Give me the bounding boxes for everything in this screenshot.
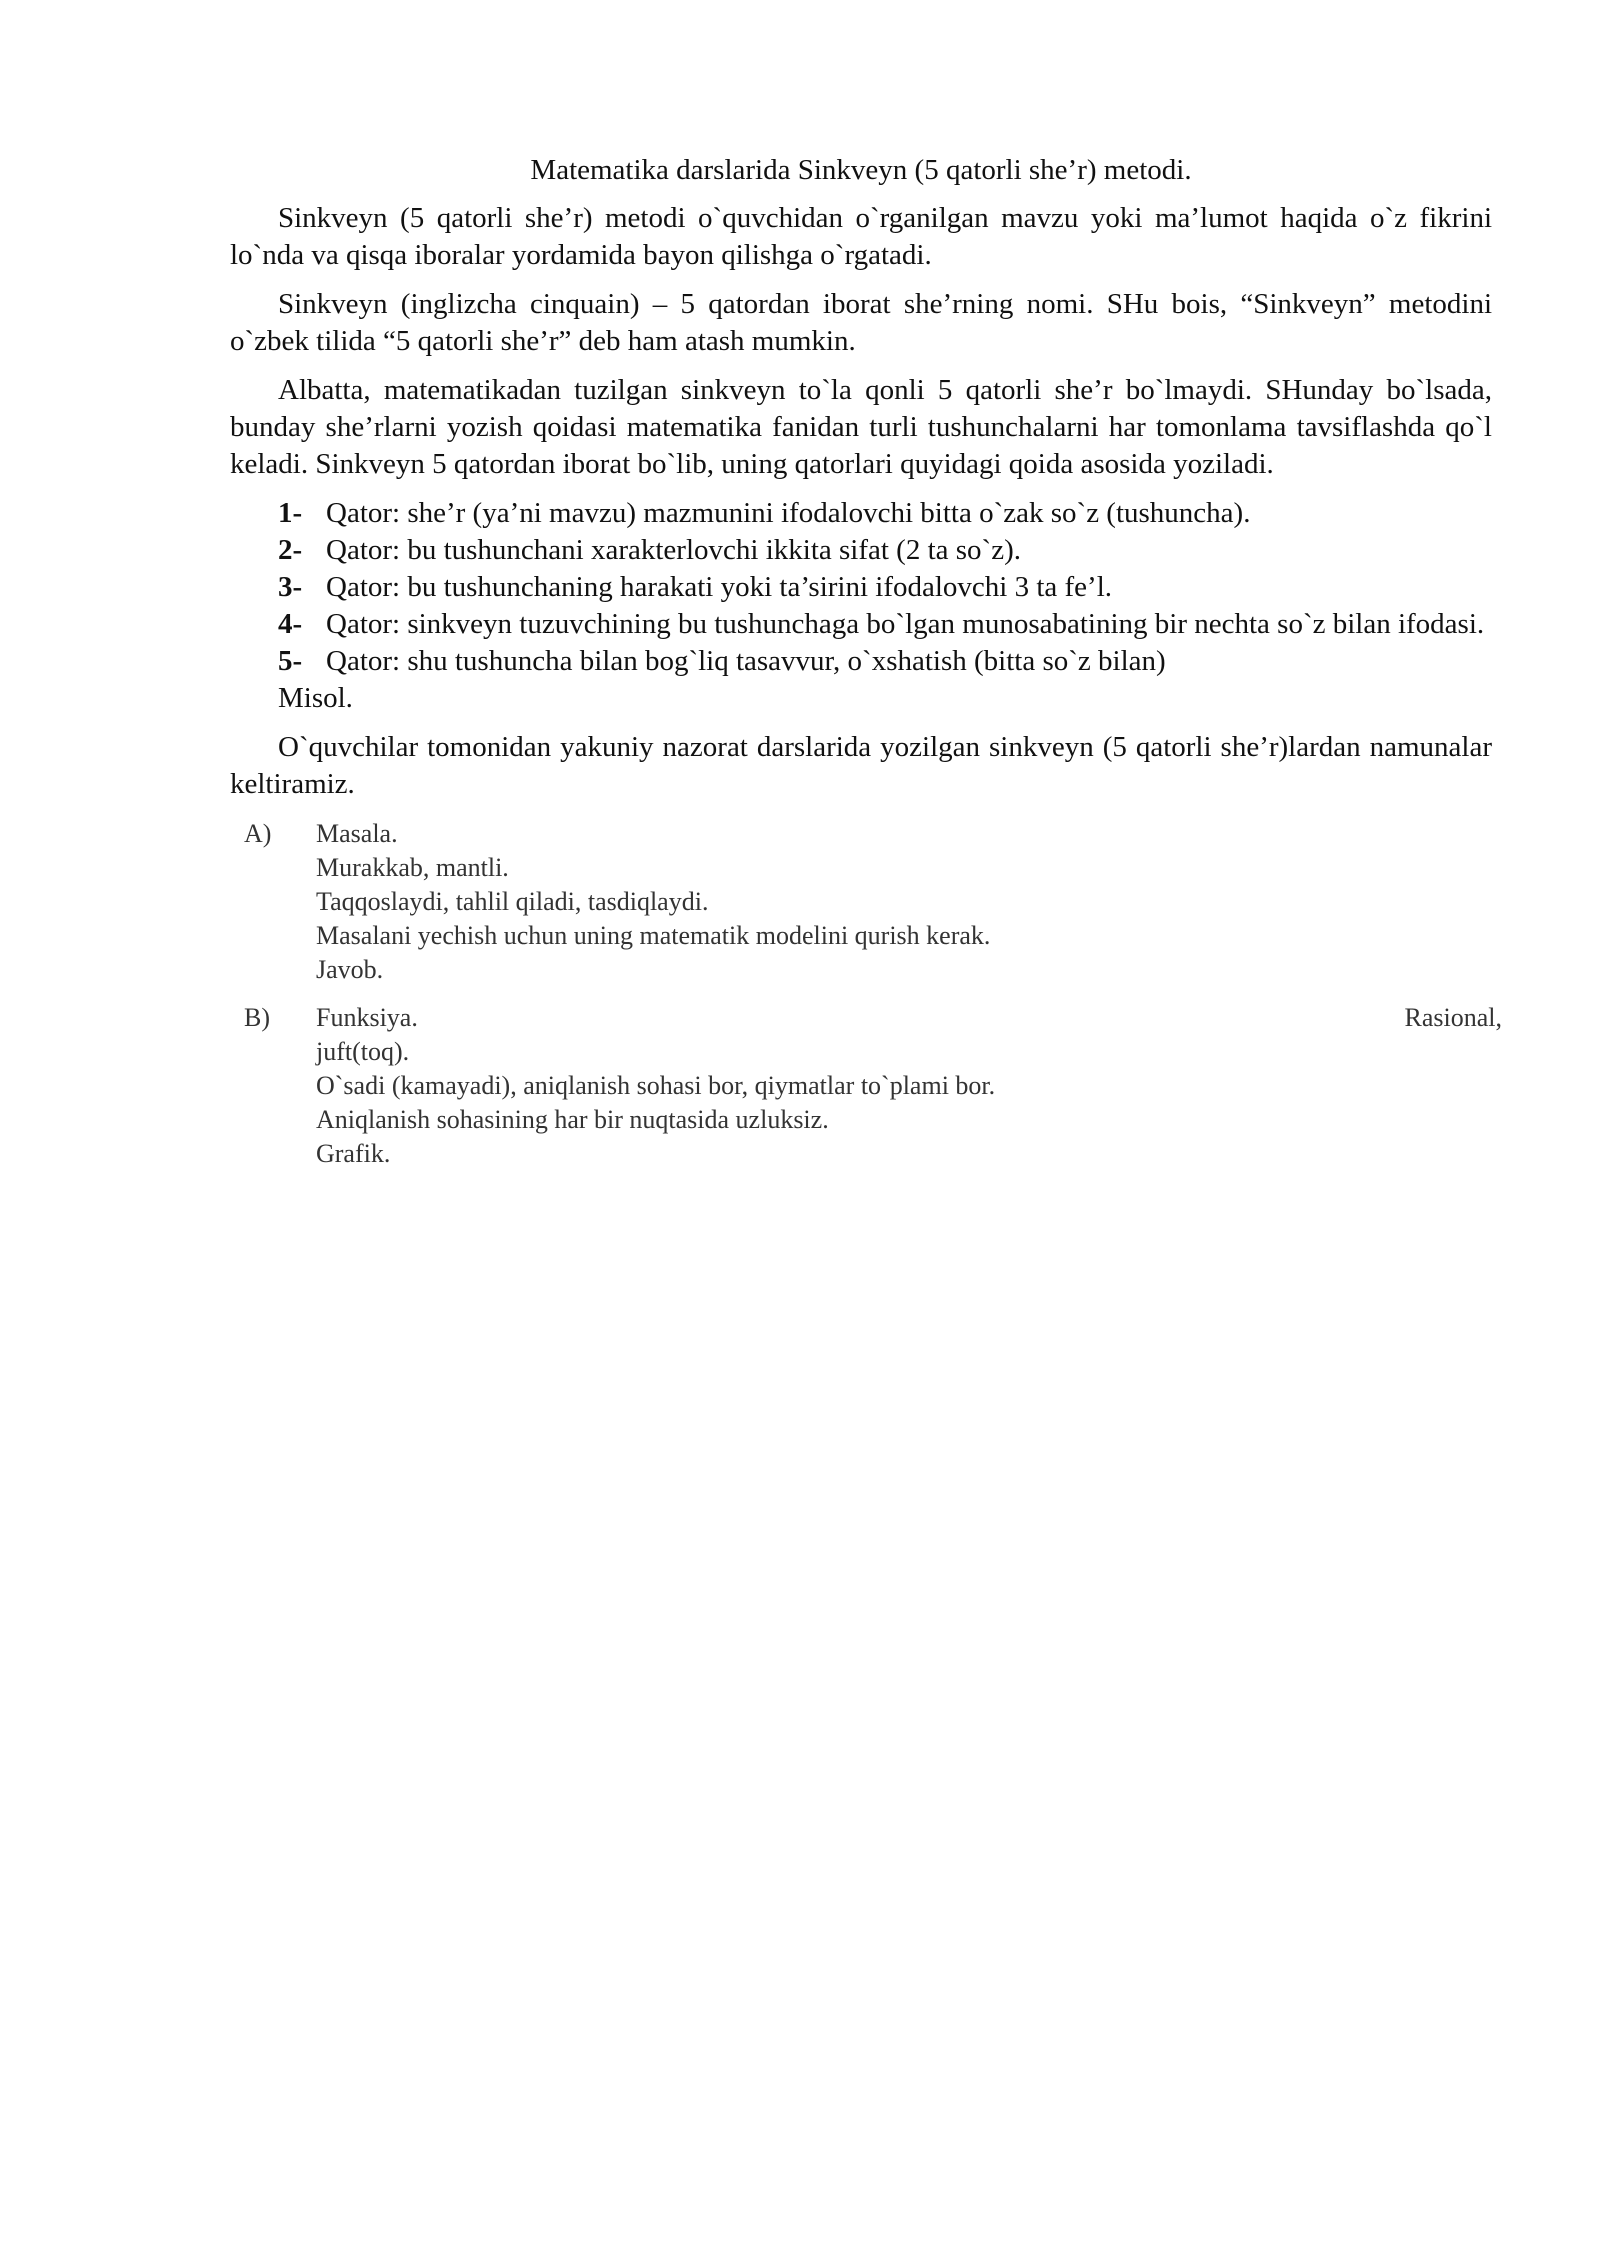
step-item xyxy=(278,643,1492,680)
example-lines xyxy=(316,817,1492,987)
example-line: Funksiya. xyxy=(316,1003,418,1032)
step-text: Qator: sinkveyn tuzuvchining bu tushunchaga bo`lgan munosabatining bir nechta so`z bilan ifodasi. xyxy=(326,608,1485,640)
example-lines xyxy=(316,1001,1502,1171)
example-line: Masala. xyxy=(316,819,398,848)
step-number: 3- xyxy=(278,571,303,603)
example-line: juft(toq). xyxy=(316,1037,410,1066)
step-item xyxy=(278,532,1492,569)
step-item xyxy=(278,606,1492,643)
step-text: Qator: bu tushunchani xarakterlovchi ikkita sifat (2 ta so`z). xyxy=(326,534,1021,566)
example-label: A) xyxy=(244,819,272,848)
step-number: 4- xyxy=(278,608,303,640)
example-a xyxy=(230,817,1492,987)
example-right-text: Rasional, xyxy=(1404,1003,1502,1032)
example-label: B) xyxy=(244,1003,270,1032)
example-heading: Misol. xyxy=(278,682,353,714)
paragraph-2: Sinkveyn (inglizcha cinquain) – 5 qatordan iborat she’rning nomi. SHu bois, “Sinkveyn” metodini o`zbek tilida “5 qatorli she’r” deb ham atash mumkin. xyxy=(230,288,1492,357)
examples-intro: O`quvchilar tomonidan yakuniy nazorat darslarida yozilgan sinkveyn (5 qatorli she’r)lardan namunalar keltiramiz. xyxy=(230,731,1492,800)
document-title: Matematika darslarida Sinkveyn (5 qatorli she’r) metodi. xyxy=(530,154,1192,186)
example-line: Javob. xyxy=(316,955,384,984)
paragraph-3: Albatta, matematikadan tuzilgan sinkveyn to`la qonli 5 qatorli she’r bo`lmaydi. SHunday bo`lsada, bunday she’rlarni yozish qoidasi matematika fanidan turli tushunchalarni har tomonlama tavsiflashda qo`l keladi. Sinkveyn 5 qatordan iborat bo`lib, uning qatorlari quyidagi qoida asosida yoziladi. xyxy=(230,374,1492,480)
step-number: 2- xyxy=(278,534,303,566)
step-item xyxy=(278,495,1492,532)
example-line: Grafik. xyxy=(316,1139,391,1168)
paragraph-1: Sinkveyn (5 qatorli she’r) metodi o`quvchidan o`rganilgan mavzu yoki ma’lumot haqida o`z fikrini lo`nda va qisqa iboralar yordamida bayon qilishga o`rgatadi. xyxy=(230,202,1492,271)
document-page xyxy=(230,150,1502,1185)
step-item xyxy=(278,569,1492,606)
example-line: Masalani yechish uchun uning matematik modelini qurish kerak. xyxy=(316,921,991,950)
step-text: Qator: shu tushuncha bilan bog`liq tasavvur, o`xshatish (bitta so`z bilan) xyxy=(326,645,1166,677)
step-number: 5- xyxy=(278,645,303,677)
example-line: O`sadi (kamayadi), aniqlanish sohasi bor, qiymatlar to`plami bor. xyxy=(316,1071,996,1100)
step-text: Qator: bu tushunchaning harakati yoki ta’sirini ifodalovchi 3 ta fe’l. xyxy=(326,571,1113,603)
steps-list xyxy=(278,495,1492,680)
step-text: Qator: she’r (ya’ni mavzu) mazmunini ifodalovchi bitta o`zak so`z (tushuncha). xyxy=(326,497,1251,529)
example-line: Aniqlanish sohasining har bir nuqtasida uzluksiz. xyxy=(316,1105,829,1134)
step-number: 1- xyxy=(278,497,303,529)
example-b xyxy=(230,1001,1502,1171)
examples-list xyxy=(230,817,1502,1171)
example-line: Taqqoslaydi, tahlil qiladi, tasdiqlaydi. xyxy=(316,887,709,916)
example-line: Murakkab, mantli. xyxy=(316,853,509,882)
